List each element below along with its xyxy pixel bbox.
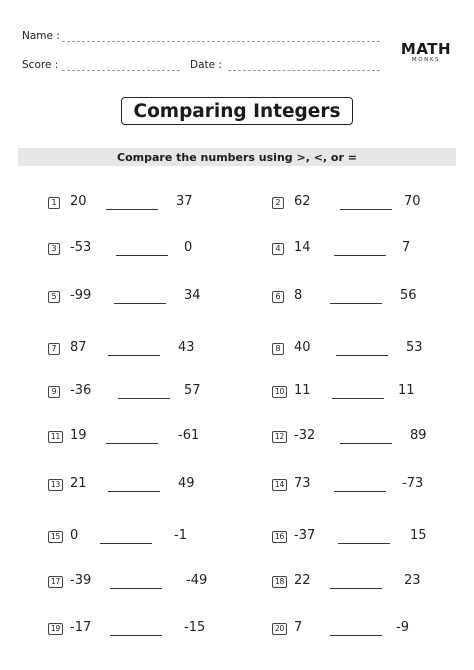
first-number: 73 <box>294 476 311 491</box>
problem-item <box>272 528 472 550</box>
first-number: 0 <box>70 528 79 543</box>
problem-item <box>272 620 472 642</box>
problem-number: 12 <box>272 431 287 443</box>
second-number: -73 <box>402 476 424 491</box>
problem-item <box>48 240 248 262</box>
problem-number: 5 <box>48 291 60 303</box>
second-number: -9 <box>396 620 409 635</box>
instruction-bar: Compare the numbers using >, <, or = <box>18 148 456 166</box>
problem-number: 1 <box>48 197 60 209</box>
second-number: 89 <box>410 428 427 443</box>
answer-blank[interactable] <box>334 491 386 492</box>
second-number: 70 <box>404 194 421 209</box>
first-number: -32 <box>294 428 316 443</box>
problem-item <box>272 383 472 405</box>
answer-blank[interactable] <box>114 303 166 304</box>
problem-item <box>48 194 248 216</box>
second-number: -49 <box>186 573 208 588</box>
problem-item <box>272 476 472 498</box>
problem-number: 14 <box>272 479 287 491</box>
answer-blank[interactable] <box>108 491 160 492</box>
answer-blank[interactable] <box>332 398 384 399</box>
math-monks-logo <box>396 40 456 63</box>
first-number: 22 <box>294 573 311 588</box>
problem-item <box>272 340 472 362</box>
first-number: -39 <box>70 573 92 588</box>
first-number: 40 <box>294 340 311 355</box>
score-label: Score : <box>22 59 59 71</box>
answer-blank[interactable] <box>330 303 382 304</box>
problem-item <box>272 194 472 216</box>
second-number: -61 <box>178 428 200 443</box>
problem-number: 15 <box>48 531 63 543</box>
first-number: 7 <box>294 620 303 635</box>
first-number: 8 <box>294 288 303 303</box>
second-number: 43 <box>178 340 195 355</box>
problem-number: 2 <box>272 197 284 209</box>
answer-blank[interactable] <box>110 635 162 636</box>
problem-number: 4 <box>272 243 284 255</box>
first-number: 62 <box>294 194 311 209</box>
problem-number: 17 <box>48 576 63 588</box>
second-number: 11 <box>398 383 415 398</box>
answer-blank[interactable] <box>106 443 158 444</box>
problem-item <box>48 476 248 498</box>
date-line[interactable] <box>228 70 380 71</box>
problem-number: 6 <box>272 291 284 303</box>
problem-item <box>48 340 248 362</box>
problem-item <box>48 528 248 550</box>
first-number: -99 <box>70 288 92 303</box>
problem-item <box>48 428 248 450</box>
name-label: Name : <box>22 30 60 42</box>
answer-blank[interactable] <box>110 588 162 589</box>
answer-blank[interactable] <box>100 543 152 544</box>
logo-main-text: MATH <box>400 40 452 58</box>
answer-blank[interactable] <box>340 209 392 210</box>
first-number: 14 <box>294 240 311 255</box>
second-number: 56 <box>400 288 417 303</box>
first-number: 19 <box>70 428 87 443</box>
problem-item <box>48 620 248 642</box>
answer-blank[interactable] <box>330 635 382 636</box>
logo-sub-text: MONKS <box>411 57 441 63</box>
problem-number: 7 <box>48 343 60 355</box>
date-label: Date : <box>190 59 222 71</box>
answer-blank[interactable] <box>106 209 158 210</box>
problem-number: 16 <box>272 531 287 543</box>
second-number: 49 <box>178 476 195 491</box>
problem-item <box>272 573 472 595</box>
score-line[interactable] <box>62 70 180 71</box>
answer-blank[interactable] <box>336 355 388 356</box>
problem-item <box>48 573 248 595</box>
problem-number: 9 <box>48 386 60 398</box>
first-number: 87 <box>70 340 87 355</box>
second-number: 57 <box>184 383 201 398</box>
answer-blank[interactable] <box>330 588 382 589</box>
first-number: -36 <box>70 383 92 398</box>
problem-item <box>272 288 472 310</box>
answer-blank[interactable] <box>338 543 390 544</box>
problem-number: 19 <box>48 623 63 635</box>
problem-item <box>48 288 248 310</box>
first-number: -53 <box>70 240 92 255</box>
first-number: -37 <box>294 528 316 543</box>
first-number: 21 <box>70 476 87 491</box>
answer-blank[interactable] <box>334 255 386 256</box>
page-title: Comparing Integers <box>121 97 353 125</box>
answer-blank[interactable] <box>108 355 160 356</box>
answer-blank[interactable] <box>118 398 170 399</box>
problem-number: 8 <box>272 343 284 355</box>
problem-number: 18 <box>272 576 287 588</box>
problem-item <box>48 383 248 405</box>
second-number: 23 <box>404 573 421 588</box>
problem-number: 20 <box>272 623 287 635</box>
problem-number: 11 <box>48 431 63 443</box>
name-line[interactable] <box>62 41 380 42</box>
first-number: -17 <box>70 620 92 635</box>
answer-blank[interactable] <box>340 443 392 444</box>
second-number: -1 <box>174 528 187 543</box>
second-number: -15 <box>184 620 206 635</box>
second-number: 37 <box>176 194 193 209</box>
second-number: 0 <box>184 240 193 255</box>
second-number: 15 <box>410 528 427 543</box>
first-number: 11 <box>294 383 311 398</box>
problem-item <box>272 428 472 450</box>
second-number: 34 <box>184 288 201 303</box>
problem-number: 13 <box>48 479 63 491</box>
second-number: 7 <box>402 240 411 255</box>
answer-blank[interactable] <box>116 255 168 256</box>
problem-number: 3 <box>48 243 60 255</box>
first-number: 20 <box>70 194 87 209</box>
problem-item <box>272 240 472 262</box>
second-number: 53 <box>406 340 423 355</box>
problem-number: 10 <box>272 386 287 398</box>
